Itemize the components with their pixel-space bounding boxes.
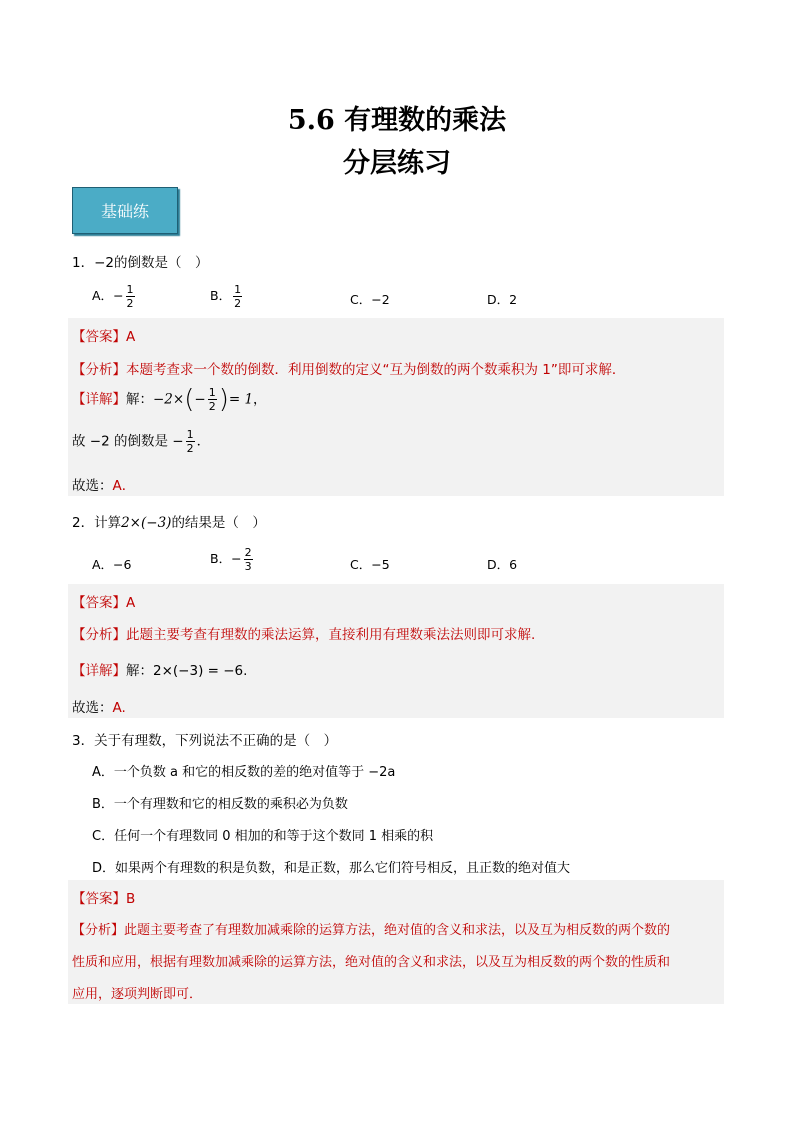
- q1-choice-line: 故选：A．: [72, 478, 136, 494]
- q2-answer: A: [126, 595, 136, 611]
- q1-analysis-line: 【分析】本题考查求一个数的倒数．利用倒数的定义“互为倒数的两个数乘积为 1”即可求解．: [72, 362, 626, 378]
- document-subtitle: 分层练习: [343, 148, 451, 179]
- q3-analysis-line-2: 性质和应用，根据有理数加减乘除的运算方法，绝对值的含义和求法，以及互为相反数的两个数的性质和: [72, 955, 671, 970]
- q1-conclusion-line: 故 −2 的倒数是 − $\frac{1}{2}$ ．: [72, 428, 211, 455]
- q1-answer-line: 【答案】A: [72, 329, 136, 345]
- q3-option-a: A．一个负数 a 和它的相反数的差的绝对值等于 −2a: [92, 765, 396, 780]
- q3-option-d: D．如果两个有理数的积是负数，和是正数，那么它们符号相反，且正数的绝对值大: [92, 861, 571, 876]
- q2-analysis-line: 【分析】此题主要考查有理数的乘法运算，直接利用有理数乘法法则即可求解.: [72, 627, 536, 643]
- q1-option-a: A．− $\frac{1}{2}$: [92, 283, 134, 310]
- section-label: 基础练: [100, 202, 149, 221]
- q3-option-c: C．任何一个有理数同 0 相加的和等于这个数同 1 相乘的积: [92, 829, 434, 844]
- q3-answer: B: [126, 891, 136, 907]
- q1-option-b: B． $\frac{1}{2}$: [210, 283, 242, 310]
- q3-analysis-line-1: 【分析】此题主要考查了有理数加减乘除的运算方法，绝对值的含义和求法，以及互为相反数的两个数的: [72, 923, 671, 938]
- q3-answer-line: 【答案】B: [72, 891, 136, 907]
- question-2-stem: 2．计算2×(−3)的结果是（ ）: [72, 515, 266, 531]
- q2-solution-panel: [68, 584, 724, 718]
- q1-option-d: D．2: [487, 292, 518, 307]
- question-3-stem: 3．关于有理数，下列说法不正确的是（ ）: [72, 733, 338, 749]
- q2-choice-line: 故选：A.: [72, 700, 126, 716]
- q1-answer: A: [126, 329, 136, 345]
- q2-option-b: B．− $\frac{2}{3}$: [210, 546, 252, 573]
- q3-analysis-line-3: 应用，逐项判断即可．: [72, 987, 203, 1002]
- document-title: 5.6 有理数的乘法: [287, 105, 507, 136]
- question-1-stem: 1．−2的倒数是（ ）: [72, 255, 209, 271]
- q2-option-d: D．6: [487, 557, 518, 572]
- section-label-box: [72, 187, 178, 234]
- q2-option-a: A．−6: [92, 557, 132, 572]
- q2-detail-line: 【详解】解：2×(−3) = −6.: [72, 663, 248, 679]
- q3-option-b: B．一个有理数和它的相反数的乘积必为负数: [92, 797, 348, 812]
- q2-answer-line: 【答案】A: [72, 595, 136, 611]
- q2-option-c: C．−5: [350, 557, 390, 572]
- q1-option-c: C．−2: [350, 292, 390, 307]
- q1-detail-line: 【详解】解：−2×(− $\frac{1}{2}$ )= 1，: [72, 384, 267, 415]
